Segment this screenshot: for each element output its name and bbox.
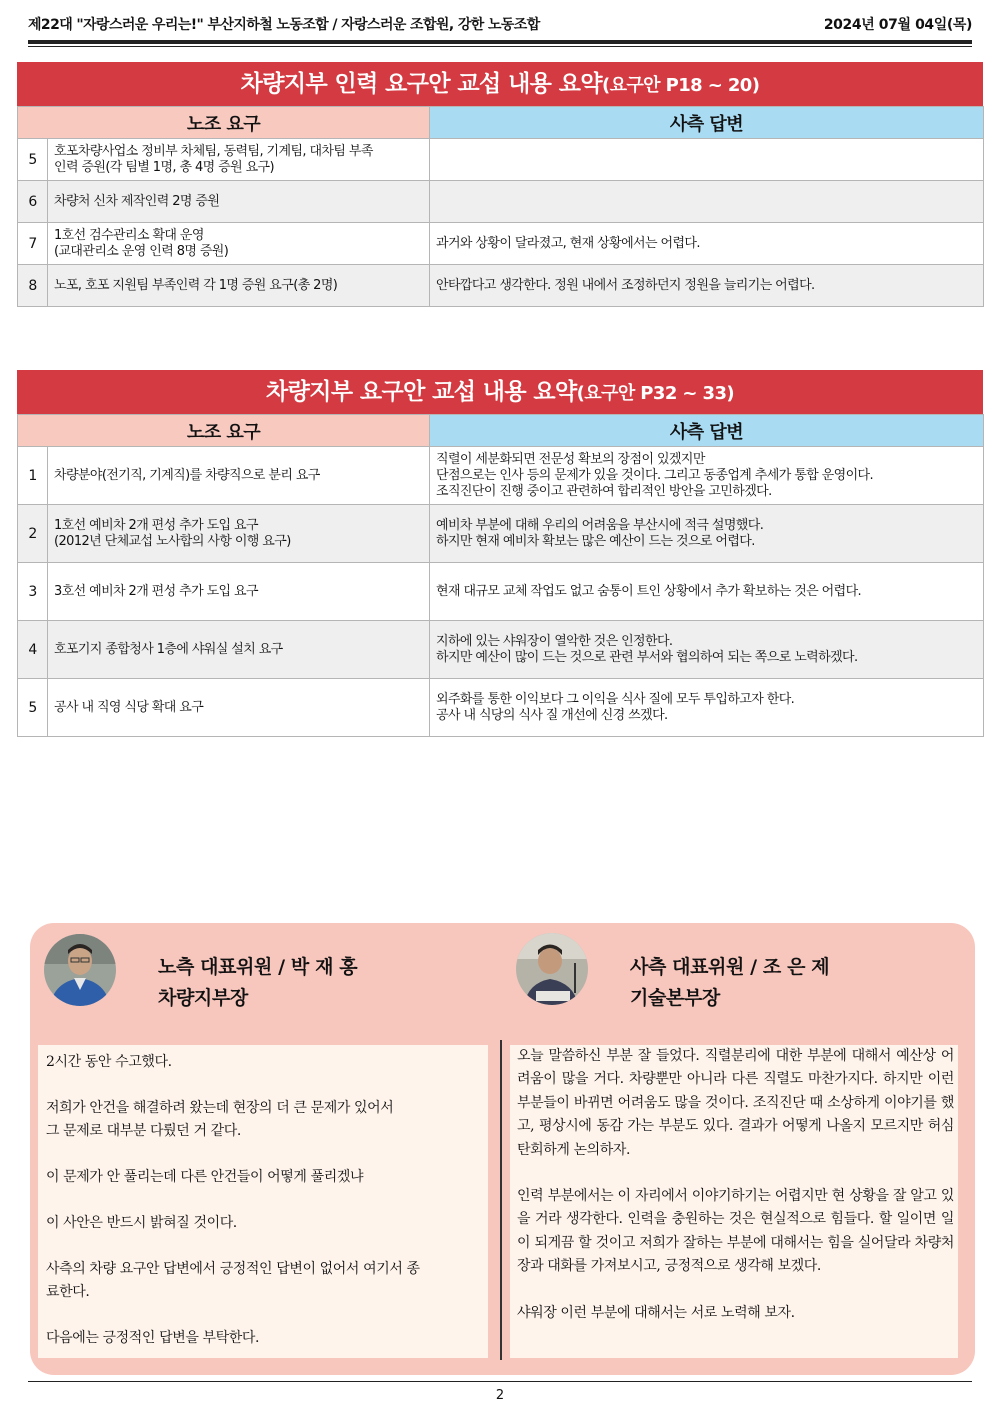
table-row [18,563,984,621]
table-row [18,679,984,737]
management-answer [430,505,984,563]
answer-line: 하지만 예산이 많이 드는 것으로 관련 부서와 협의하여 되는 쪽으로 노력하겠다. [436,649,858,665]
row-number: 3 [18,563,48,621]
comment-line: 사측의 차량 요구안 답변에서 긍정적인 답변이 없어서 여기서 종 [46,1261,420,1277]
management-rep-name: 사측 대표위원 / 조 은 제 [630,956,830,978]
answer-line: 현재 대규모 교체 작업도 없고 숨통이 트인 상황에서 추가 확보하는 것은 어렵다. [436,583,862,599]
header-title: 제22대 "자랑스러운 우리는!" 부산지하철 노동조합 / 자랑스러운 조합원, 강한 노동조합 [28,17,540,33]
demand-line: (교대관리소 운영 인력 8명 증원) [54,243,229,259]
row-number: 5 [18,679,48,737]
answer-line: 하지만 현재 예비차 확보는 많은 예산이 드는 것으로 어렵다. [436,533,755,549]
table-row [18,505,984,563]
union-demand [48,181,430,223]
panel-divider [500,1040,502,1360]
table-row [18,265,984,307]
answer-line: 공사 내 식당의 식사 질 개선에 신경 쓰겠다. [436,707,668,723]
management-answer [430,563,984,621]
table-row [18,139,984,181]
answer-line: 직렬이 세분화되면 전문성 확보의 장점이 있겠지만 [436,451,705,467]
answer-line: 조직진단이 진행 중이고 관련하여 합리적인 방안을 고민하겠다. [436,483,772,499]
union-rep-avatar [44,934,116,1006]
negotiation-table-1 [17,106,984,307]
management-answer [430,679,984,737]
union-demand [48,505,430,563]
comment-line: 이 문제가 안 풀리는데 다른 안건들이 어떻게 풀리겠냐 [46,1169,364,1185]
section-title-bar [17,62,983,106]
demand-line: 공사 내 직영 식당 확대 요구 [54,699,204,715]
section-subtitle: (요구안 P18 ~ 20) [601,75,760,96]
demand-line: 호포기지 종합청사 1층에 샤워실 설치 요구 [54,641,283,657]
union-demand [48,223,430,265]
demand-line: 호포차량사업소 정비부 차체팀, 동력팀, 기계팀, 대차팀 부족 [54,143,373,159]
union-rep-photo [44,934,116,1006]
comment-paragraph: 샤워장 이런 부분에 대해서는 서로 노력해 보자. [517,1304,795,1321]
demand-line: (2012년 단체교섭 노사합의 사항 이행 요구) [54,533,291,549]
section-title: 차량지부 요구안 교섭 내용 요약 [265,379,577,405]
column-header-union: 노조 요구 [18,415,430,447]
union-demand [48,447,430,505]
demand-line: 차량분야(전기직, 기계직)를 차량직으로 분리 요구 [54,467,320,483]
answer-line: 안타깝다고 생각한다. 정원 내에서 조정하던지 정원을 늘리기는 어렵다. [436,277,815,293]
demand-line: 1호선 예비차 2개 편성 추가 도입 요구 [54,517,258,533]
row-number: 2 [18,505,48,563]
comment-line: 이 사안은 반드시 밝혀질 것이다. [46,1215,237,1231]
answer-line: 과거와 상황이 달라졌고, 현재 상황에서는 어렵다. [436,235,700,251]
header-rule-thick [28,40,972,44]
section-title-bar [17,370,983,414]
comment-line: 저희가 안건을 해결하려 왔는데 현장의 더 큰 문제가 있어서 [46,1100,394,1116]
answer-line: 예비차 부분에 대해 우리의 어려움을 부산시에 적극 설명했다. [436,517,764,533]
table-body [18,139,984,307]
page-number: 2 [495,1388,505,1403]
row-number: 1 [18,447,48,505]
header-rule-thin [28,46,972,47]
header-date: 2024년 07월 04일(목) [823,17,972,33]
section-subtitle: (요구안 P32 ~ 33) [576,383,735,404]
section-vehicle-demands [17,370,983,737]
union-demand [48,621,430,679]
management-rep-role: 기술본부장 [630,987,720,1009]
answer-line: 지하에 있는 샤워장이 열악한 것은 인정한다. [436,633,673,649]
comment-paragraph: 오늘 말씀하신 부분 잘 들었다. 직렬분리에 대한 부분에 대해서 예산상 어려움이 많을 거다. 차량뿐만 아니라 다른 직렬도 마찬가지다. 하지만 이런 부분들이 바뀌면 어려움도 많을 것이다. 조직진단 때 소상하게 이야기를 했고, 평상시에 동감 가는 부분도 있다. 결과가 어떻게 나올지 모르지만 허심탄회하게 논의하자. [517,1048,954,1158]
comment-line: 2시간 동안 수고했다. [46,1054,172,1070]
comment-line: 다음에는 긍정적인 답변을 부탁한다. [46,1330,260,1346]
demand-line: 차량처 신차 제작인력 2명 증원 [54,193,220,209]
row-number: 7 [18,223,48,265]
section-title: 차량지부 인력 요구안 교섭 내용 요약 [240,71,602,97]
table-row [18,621,984,679]
union-rep-comment [38,1045,488,1358]
management-rep-photo [516,933,588,1005]
footer-rule [28,1381,972,1382]
column-header-management: 사측 답변 [430,415,984,447]
column-header-management: 사측 답변 [430,107,984,139]
row-number: 6 [18,181,48,223]
union-demand [48,563,430,621]
union-demand [48,139,430,181]
union-demand [48,265,430,307]
row-number: 8 [18,265,48,307]
union-rep-role: 차량지부장 [158,987,248,1009]
comment-line: 그 문제로 대부분 다뤘던 거 같다. [46,1123,241,1139]
row-number: 5 [18,139,48,181]
demand-line: 3호선 예비차 2개 편성 추가 도입 요구 [54,583,258,599]
page-header [28,10,972,44]
column-header-union: 노조 요구 [18,107,430,139]
management-answer [430,621,984,679]
table-body [18,447,984,737]
table-row [18,223,984,265]
section-personnel-demands [17,62,983,307]
demand-line: 1호선 검수관리소 확대 운영 [54,227,204,243]
management-answer [430,139,984,181]
union-demand [48,679,430,737]
table-row [18,181,984,223]
management-answer [430,265,984,307]
union-rep-name: 노측 대표위원 / 박 재 홍 [158,956,358,978]
management-answer [430,447,984,505]
comment-paragraph: 인력 부분에서는 이 자리에서 이야기하기는 어렵지만 현 상황을 잘 알고 있을 거라 생각한다. 인력을 충원하는 것은 현실적으로 힘들다. 할 일이면 일이 되게끔 할 것이고 저희가 잘하는 부분에 대해서는 힘을 실어달라 차량처장과 대화를 가져보시고, 긍정적으로 생각해 보겠다. [517,1188,954,1275]
answer-line: 외주화를 통한 이익보다 그 이익을 식사 질에 모두 투입하고자 한다. [436,691,795,707]
row-number: 4 [18,621,48,679]
table-row [18,447,984,505]
demand-line: 인력 증원(각 팀별 1명, 총 4명 증원 요구) [54,159,274,175]
negotiation-table-2 [17,414,984,737]
management-answer [430,223,984,265]
management-rep-comment [510,1045,958,1358]
comment-line: 료한다. [46,1284,90,1300]
management-rep-avatar [516,933,588,1005]
demand-line: 노포, 호포 지원팀 부족인력 각 1명 증원 요구(총 2명) [54,277,338,293]
management-answer [430,181,984,223]
answer-line: 단점으로는 인사 등의 문제가 있을 것이다. 그리고 동종업계 추세가 통합 운영이다. [436,467,874,483]
